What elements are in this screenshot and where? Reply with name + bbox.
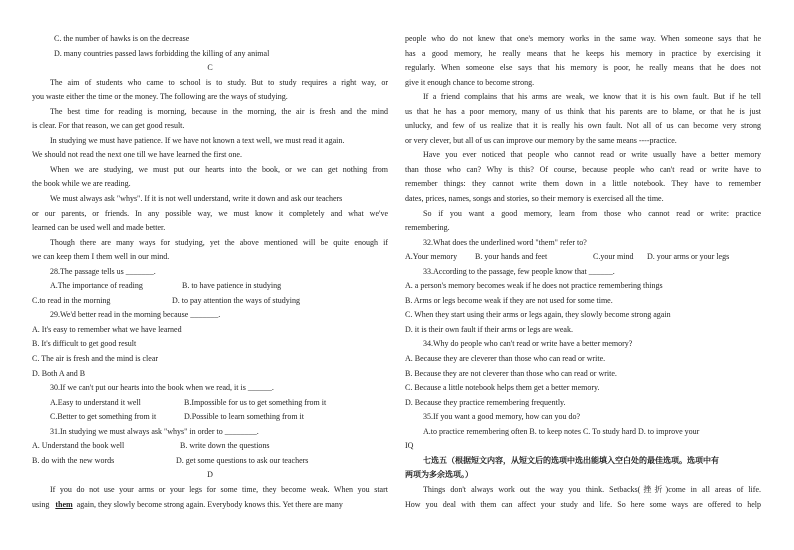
right-column bbox=[405, 32, 761, 512]
question-28: 28.The passage tells us _______. bbox=[50, 266, 156, 276]
question-31-options-cd bbox=[32, 454, 388, 469]
option-c: B. do with the new words bbox=[32, 455, 115, 465]
option-b: B. Arms or legs become weak if they are not used for some time. bbox=[405, 295, 613, 305]
paragraph-line: you waste either the time or the money. The following are the ways of studying. bbox=[32, 92, 288, 102]
paragraph-line: or very clever, but all of us can improve our memory by the same means ----practice. bbox=[405, 135, 677, 145]
paragraph-line: give it enough chance to become strong. bbox=[405, 77, 535, 87]
section-heading-qixuanwu: 七选五（根据短文内容，从短文后的选项中选出能填入空白处的最佳选项。选项中有 bbox=[423, 455, 719, 465]
question-35-options: A.to practice remembering often B. to keep notes C. To study hard D. to improve your bbox=[423, 426, 700, 436]
question-30: 30.If we can't put our hearts into the book when we read, it is ______. bbox=[50, 383, 274, 393]
question-31-options-ab bbox=[32, 439, 388, 454]
paragraph-line: If you do not use your arms or your legs for some time, they become weak. When you start bbox=[50, 484, 388, 494]
option-b: B.Impossible for us to get something from it bbox=[184, 397, 327, 407]
paragraph-line: We should not read the next one till we have learned the first one. bbox=[32, 150, 242, 160]
underlined-word-them: them bbox=[55, 499, 73, 509]
question-35-options-end: IQ bbox=[405, 441, 414, 451]
paragraph-line: Things don't always work out the way you think. Setbacks(挫折)come in all areas of life. bbox=[423, 484, 761, 494]
option-d: D. Both A and B bbox=[32, 368, 86, 378]
section-title-c: C bbox=[207, 63, 213, 73]
option-line: D. many countries passed laws forbidding the killing of any animal bbox=[54, 48, 270, 58]
option-d: D. your arms or your legs bbox=[647, 252, 730, 262]
option-a: A.Easy to understand it well bbox=[50, 397, 141, 407]
paragraph-line: learned can be used well and made better. bbox=[32, 223, 166, 233]
option-b: B. Because they are not cleverer than those who can read or write. bbox=[405, 368, 617, 378]
option-b: B. write down the questions bbox=[180, 441, 270, 451]
paragraph-line: So if you want a good memory, learn from those who cannot read or write: practice bbox=[423, 208, 761, 218]
option-a: A. Because they are cleverer than those who can read or write. bbox=[405, 354, 606, 364]
paragraph-line: When we are studying, we must put our hearts into the book, or we can get nothing from bbox=[50, 164, 388, 174]
option-d: D. it is their own fault if their arms or legs are weak. bbox=[405, 324, 573, 334]
question-35: 35.If you want a good memory, how can you do? bbox=[423, 412, 580, 422]
text-rest: again, they slowly become strong again. Everybody knows this. Yet there are many bbox=[76, 499, 343, 509]
option-a: A. Understand the book well bbox=[32, 441, 125, 451]
paragraph-line: The best time for reading is morning, because in the morning, the air is fresh and the mind bbox=[50, 106, 388, 116]
question-33: 33.According to the passage, few people know that ______. bbox=[423, 266, 615, 276]
paragraph-line: In studying we must have patience. If we have not known a text well, we must read it again. bbox=[50, 135, 345, 145]
section-heading-qixuanwu-cont: 两项为多余选项。） bbox=[405, 470, 473, 480]
question-28-options-cd bbox=[32, 294, 388, 309]
paragraph-line: we can keep them I them well in our mind. bbox=[32, 252, 170, 262]
question-30-options-cd bbox=[32, 410, 388, 425]
option-c: C.Better to get something from it bbox=[50, 412, 157, 422]
paragraph-line: people who do not knew that one's memory works in the same way. When someone says that he bbox=[405, 34, 761, 43]
option-a: A. It's easy to remember what we have learned bbox=[32, 324, 182, 334]
option-d: D. Because they practice remembering frequently. bbox=[405, 397, 566, 407]
question-29: 29.We'd better read in the morning because _______. bbox=[50, 310, 221, 320]
paragraph-line: We must always ask "whys". If it is not well understand, write it down and ask our teachers bbox=[50, 194, 343, 204]
option-a: A.The importance of reading bbox=[50, 281, 143, 291]
option-b: B. It's difficult to get good result bbox=[32, 339, 137, 349]
option-d: D. get some questions to ask our teachers bbox=[176, 455, 309, 465]
paragraph-line: the book while we are reading. bbox=[32, 179, 131, 189]
paragraph-line: Have you ever noticed that people who cannot read or write usually have a better memory bbox=[423, 150, 761, 160]
section-title-d: D bbox=[207, 470, 213, 480]
paragraph-line: How you deal with them can affect your study and life. So here some ways are offered to help bbox=[405, 499, 761, 509]
question-30-options-ab bbox=[32, 396, 388, 411]
paragraph-line: unlucky, and few of us realize that it is really his own fault. Not all of us can become very strong bbox=[405, 121, 761, 131]
option-c: C. Because a little notebook helps them get a better memory. bbox=[405, 383, 600, 393]
paragraph-line: or our parents, or friends. In any possible way, we must know it completely and what we've bbox=[32, 208, 388, 218]
option-c: C. When they start using their arms or legs again, they slowly become strong again bbox=[405, 310, 671, 320]
paragraph-line: has a good memory, he really means that he keeps his memory in practice by exercising it bbox=[405, 48, 761, 58]
paragraph-line: remember things: they cannot write them down in a little notebook. They have to remember bbox=[405, 179, 761, 189]
option-b: B. your hands and feet bbox=[475, 252, 548, 262]
paragraph-line: If a friend complains that his arms are weak, we know that it is his own fault. But if he tell bbox=[423, 92, 761, 102]
paragraph-line: dates, prices, names, songs and stories, so their memory is exercised all the time. bbox=[405, 194, 664, 204]
paragraph-line: than those who can? Why is this? Of course, because people who can't read or write have to bbox=[405, 164, 761, 174]
option-b: B. to have patience in studying bbox=[182, 281, 282, 291]
paragraph-line: is clear. For that reason, we can get good result. bbox=[32, 121, 185, 131]
option-c: C. The air is fresh and the mind is clear bbox=[32, 354, 159, 364]
paragraph-line: The aim of students who came to school is to study. But to study requires a right way, or bbox=[50, 77, 388, 87]
question-31: 31.In studying we must always ask "whys" in order to ________. bbox=[50, 426, 259, 436]
option-d: D. to pay attention the ways of studying bbox=[172, 295, 300, 305]
question-34: 34.Why do people who can't read or write have a better memory? bbox=[423, 339, 633, 349]
paragraph-line: regularly. When someone else says that his memory is poor, he really means that he does not bbox=[405, 63, 761, 73]
question-32-options bbox=[405, 250, 761, 265]
paragraph-line: us that he has a poor memory, many of us think that his parents are to blame, or that he is just bbox=[405, 106, 761, 116]
paragraph-line: remembering. bbox=[405, 223, 450, 233]
option-a: A.Your memory bbox=[405, 252, 458, 262]
question-32: 32.What does the underlined word "them" refer to? bbox=[423, 237, 587, 247]
left-column bbox=[32, 32, 388, 512]
paragraph-line: Though there are many ways for studying, yet the above mentioned will be quite enough if bbox=[50, 237, 388, 247]
option-c: C.to read in the morning bbox=[32, 295, 111, 305]
option-a: A. a person's memory becomes weak if he does not practice remembering things bbox=[405, 281, 663, 291]
option-line: C. the number of hawks is on the decrease bbox=[54, 34, 190, 43]
text-using: using bbox=[32, 499, 50, 509]
option-c: C.your mind bbox=[593, 252, 634, 262]
option-d: D.Possible to learn something from it bbox=[184, 412, 304, 422]
question-28-options-ab bbox=[32, 279, 388, 294]
paragraph-line-underlined bbox=[32, 498, 388, 513]
